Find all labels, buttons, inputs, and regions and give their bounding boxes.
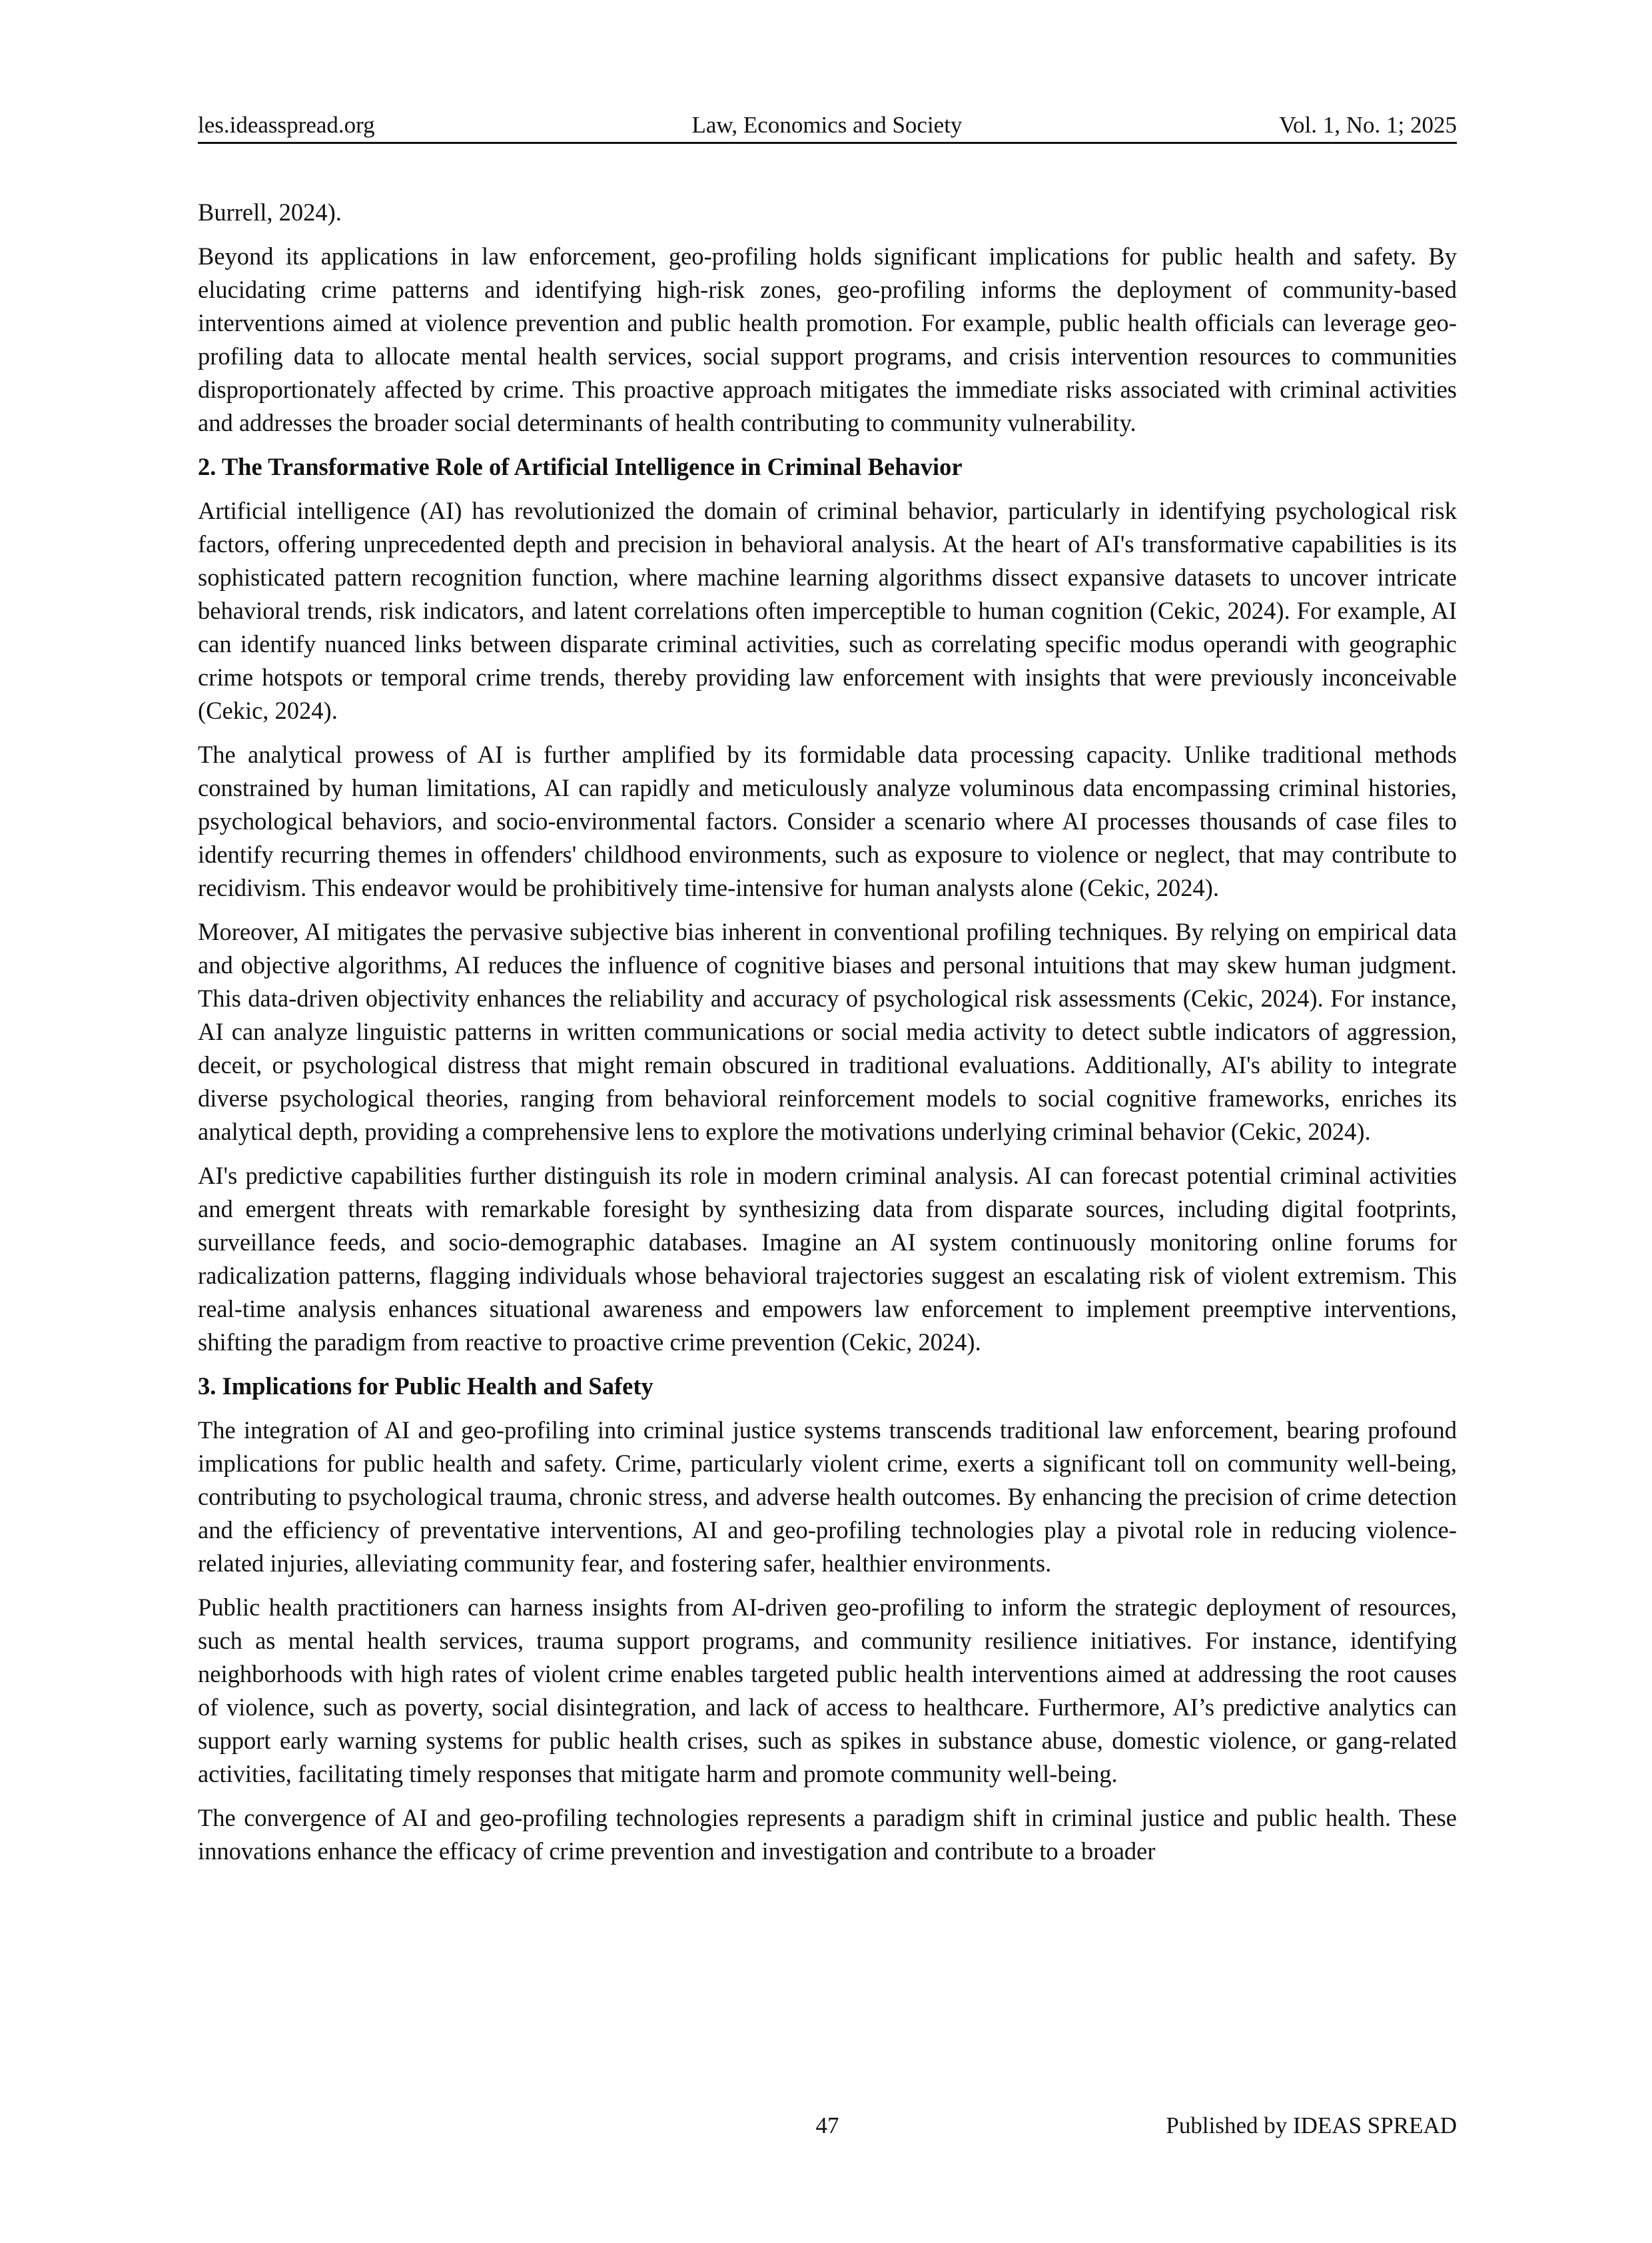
journal-title: Law, Economics and Society [691,112,963,138]
section-heading-2: 2. The Transformative Role of Artificial Intelligence in Criminal Behavior [198,453,963,480]
paragraph-data-processing: The analytical prowess of AI is further amplified by its formidable data processing capacity. Unlike traditional methods constrained by human limitations, AI can rapidly and meticulously analyze voluminous data encompassing criminal histories, psychological behaviors, and socio-environmental factors. Consider a scenario where AI processes thousands of case files to identify recurring themes in offenders' childhood environments, such as exposure to violence or neglect, that may contribute to recidivism. This endeavor would be prohibitively time-intensive for human analysts alone (Cekic, 2024). [198,741,1457,901]
paragraph-continuation: Burrell, 2024). [198,199,342,226]
paragraph-geoprofiling-public-health: Beyond its applications in law enforcement, geo-profiling holds significant implications for public health and safety. By elucidating crime patterns and identifying high-risk zones, geo-profiling informs the deployment of community-based interventions aimed at violence prevention and public health promotion. For example, public health officials can leverage geo-profiling data to allocate mental health services, social support programs, and crisis intervention resources to communities disproportionately affected by crime. This proactive approach mitigates the immediate risks associated with criminal activities and addresses the broader social determinants of health contributing to community vulnerability. [198,242,1457,436]
article-body [198,196,1457,1879]
paragraph-subjective-bias: Moreover, AI mitigates the pervasive subjective bias inherent in conventional profiling techniques. By relying on empirical data and objective algorithms, AI reduces the influence of cognitive biases and personal intuitions that may skew human judgment. This data-driven objectivity enhances the reliability and accuracy of psychological risk assessments (Cekic, 2024). For instance, AI can analyze linguistic patterns in written communications or social media activity to detect subtle indicators of aggression, deceit, or psychological distress that might remain obscured in traditional evaluations. Additionally, AI's ability to integrate diverse psychological theories, ranging from behavioral reinforcement models to social cognitive frameworks, enriches its analytical depth, providing a comprehensive lens to explore the motivations underlying criminal behavior (Cekic, 2024). [198,918,1457,1145]
paragraph-predictive-capabilities: AI's predictive capabilities further distinguish its role in modern criminal analysis. AI can forecast potential criminal activities and emergent threats with remarkable foresight by synthesizing data from disparate sources, including digital footprints, surveillance feeds, and socio-demographic databases. Imagine an AI system continuously monitoring online forums for radicalization patterns, flagging individuals whose behavioral trajectories suggest an escalating risk of violent extremism. This real-time analysis enhances situational awareness and empowers law enforcement to implement preemptive interventions, shifting the paradigm from reactive to proactive crime prevention (Cekic, 2024). [198,1162,1457,1356]
volume-issue: Vol. 1, No. 1; 2025 [1279,112,1457,138]
paragraph-public-health-practitioners: Public health practitioners can harness insights from AI-driven geo-profiling to inform the strategic deployment of resources, such as mental health services, trauma support programs, and community resilience initiatives. For instance, identifying neighborhoods with high rates of violent crime enables targeted public health interventions aimed at addressing the root causes of violence, such as poverty, social disintegration, and lack of access to healthcare. Furthermore, AI’s predictive analytics can support early warning systems for public health crises, such as spikes in substance abuse, domestic violence, or gang-related activities, facilitating timely responses that mitigate harm and promote community well-being. [198,1593,1457,1787]
paragraph-integration-implications: The integration of AI and geo-profiling into criminal justice systems transcends traditional law enforcement, bearing profound implications for public health and safety. Crime, particularly violent crime, exerts a significant toll on community well-being, contributing to psychological trauma, chronic stress, and adverse health outcomes. By enhancing the precision of crime detection and the efficiency of preventative interventions, AI and geo-profiling technologies play a pivotal role in reducing violence-related injuries, alleviating community fear, and fostering safer, healthier environments. [198,1416,1457,1577]
running-header [198,107,1457,144]
running-footer [198,2112,1457,2145]
paragraph-convergence: The convergence of AI and geo-profiling technologies represents a paradigm shift in criminal justice and public health. These innovations enhance the efficacy of crime prevention and investigation and contribute to a broader [198,1804,1457,1865]
journal-website: les.ideasspread.org [198,112,375,138]
publisher-credit: Published by IDEAS SPREAD [1166,2112,1457,2138]
page-number: 47 [815,2112,839,2138]
paragraph-ai-revolution: Artificial intelligence (AI) has revolutionized the domain of criminal behavior, particularly in identifying psychological risk factors, offering unprecedented depth and precision in behavioral analysis. At the heart of AI's transformative capabilities is its sophisticated pattern recognition function, where machine learning algorithms dissect expansive datasets to uncover intricate behavioral trends, risk indicators, and latent correlations often imperceptible to human cognition (Cekic, 2024). For example, AI can identify nuanced links between disparate criminal activities, such as correlating specific modus operandi with geographic crime hotspots or temporal crime trends, thereby providing law enforcement with insights that were previously inconceivable (Cekic, 2024). [198,497,1457,724]
section-heading-3: 3. Implications for Public Health and Safety [198,1372,653,1400]
